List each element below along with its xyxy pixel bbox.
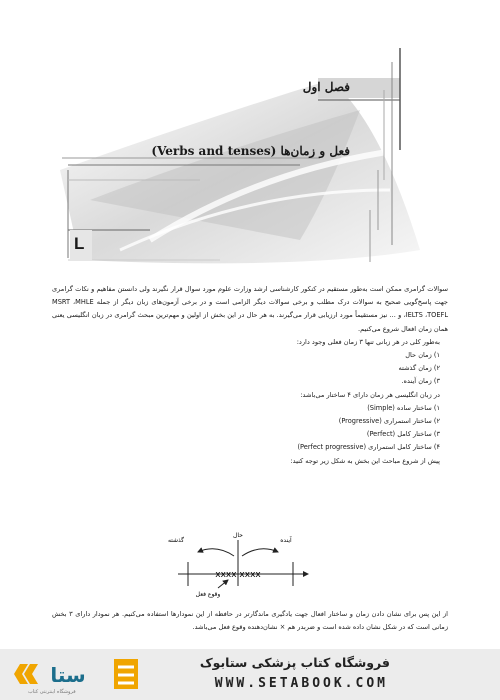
list-item: ۴) ساختار کامل استمراری (Perfect progressive) <box>297 443 440 452</box>
body-text <box>52 283 448 468</box>
list-item: ۲) ساختار استمراری (Progressive) <box>338 417 440 426</box>
timeline-marks: xxxx xxxx <box>215 570 261 580</box>
times-intro: به‌طور کلی در هر زبانی تنها ۳ زمان فعلی وجود دارد: <box>296 337 440 346</box>
timeline-diagram <box>158 526 318 598</box>
list-item: ۳) ساختار کامل (Perfect) <box>366 430 440 439</box>
chapter-title <box>151 144 350 158</box>
future-arrow <box>242 549 278 556</box>
logo-tagline: فروشگاه اینترنتی کتاب <box>28 689 76 695</box>
chapter-letter: L <box>74 234 85 253</box>
diagram-explanation: از این پس برای نشان دادن زمان و ساختار افعال جهت یادگیری ماندگارتر در حافظه از این نمودارها استفاده می‌کنیم. هر نمودار دارای ۳ بخش زمانی است که در شکل نشان داده شده است و ضربدر هم × نشان‌دهنده وقوع فعل می‌باشد. <box>52 610 448 631</box>
chapter-title-fa: فعل و زمان‌ها <box>280 144 350 158</box>
chapter-title-en: (Verbs and tenses) <box>151 144 277 158</box>
list-item: ۱) زمان حال <box>405 351 440 360</box>
store-url-link[interactable]: WWW.SETABOOK.COM <box>214 676 388 691</box>
store-name: فروشگاه کتاب پزشکی ستابوک <box>199 655 390 670</box>
svg-text:ستا: ستا <box>50 663 86 687</box>
timeline-event-label: وقوع فعل <box>195 591 221 598</box>
intro-paragraph: سوالات گرامری ممکن است به‌طور مستقیم در کنکور کارشناسی ارشد وزارت علوم مورد سوال قرار نگیرند ولی دانستن مفاهیم و نکات گرامری جهت پاسخ‌گویی صحیح به سوالات درک مطلب و برخی سوالات دیگر الزامی است و در برخی آزمون‌های زبان دیگر از جمله MSRT ،MHLE ،IELTS ،TOEFL و ... نیز مستقیماً مورد ارزیابی قرار می‌گیرند. به هر حال در این بخش از اولین و مهم‌ترین مبحث گرامری در زبان انگلیسی یعنی همان زمان افعال شروع می‌کنیم. <box>52 285 449 333</box>
list-item: ۳) زمان آینده. <box>401 377 440 386</box>
figure-intro: پیش از شروع مباحث این بخش به شکل زیر توجه کنید: <box>290 456 440 465</box>
chapter-label: فصل اول <box>302 80 350 94</box>
structures-intro: در زبان انگلیسی هر زمان دارای ۴ ساختار می‌باشد: <box>300 390 440 399</box>
past-arrow <box>198 549 234 556</box>
timeline-future-label: آینده <box>280 537 292 544</box>
list-item: ۲) زمان گذشته <box>398 364 440 373</box>
book-icon <box>110 653 142 695</box>
timeline-present-label: حال <box>233 532 243 539</box>
list-item: ۱) ساختار ساده (Simple) <box>367 403 440 412</box>
timeline-past-label: گذشته <box>167 537 185 544</box>
